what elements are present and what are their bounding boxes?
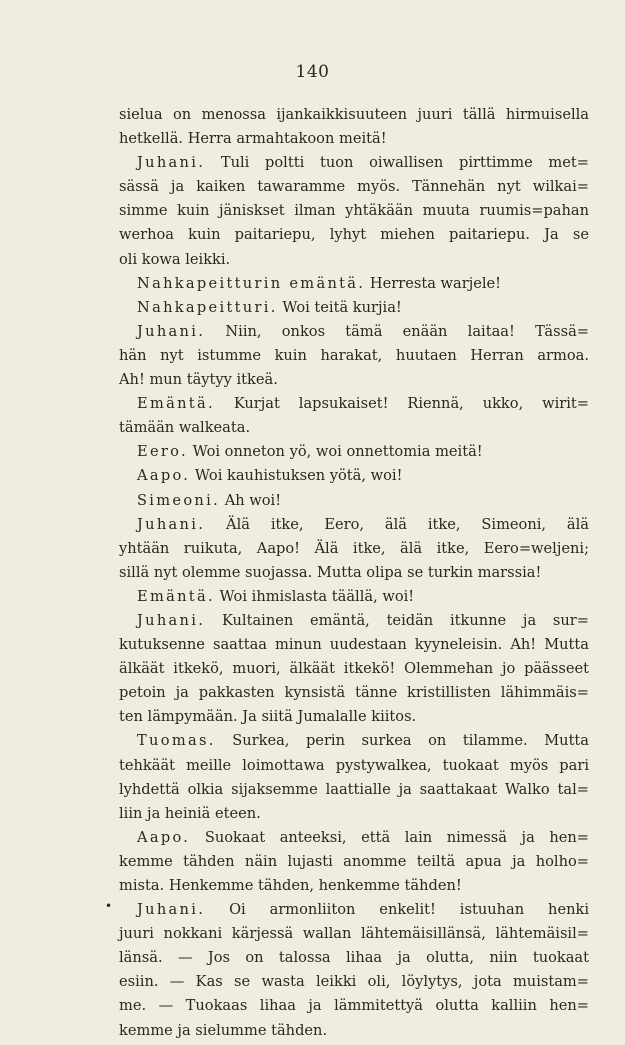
- line-text: Woi onneton yö, woi onnettomia meitä!: [192, 443, 483, 461]
- speaker-name: Emäntä.: [137, 395, 215, 413]
- line-text: Ah woi!: [224, 491, 282, 509]
- speaker-name: Nahkapeitturin emäntä.: [137, 274, 366, 292]
- line-text: werhoa kuin paitariepu, lyhyt miehen paitariepu. Ja se: [119, 226, 589, 244]
- line-text: Ah! mun täytyy itkeä.: [119, 371, 278, 389]
- line-text: älkäät itkekö, muori, älkäät itkekö! Olemmehan jo päässeet: [119, 660, 589, 678]
- speaker-name: Aapo.: [137, 467, 191, 485]
- text-line: [119, 898, 589, 922]
- speaker-name: Juhani.: [137, 322, 206, 340]
- text-line: [119, 633, 589, 657]
- text-line: [119, 946, 589, 970]
- margin-mark: •: [105, 899, 113, 913]
- text-line: [119, 970, 589, 994]
- text-line: [119, 320, 589, 344]
- line-text: simme kuin jäniskset ilman yhtäkään muuta ruumis=pahan: [119, 202, 589, 220]
- speaker-name: Juhani.: [137, 901, 206, 919]
- text-line: [119, 464, 589, 488]
- line-text: liin ja heiniä eteen.: [119, 804, 261, 822]
- line-text: petoin ja pakkasten kynsistä tänne kristillisten lähimmäis=: [119, 684, 589, 702]
- line-text: sielua on menossa ijankaikkisuuteen juuri tällä hirmuisella: [119, 106, 589, 123]
- text-line: [119, 127, 589, 151]
- line-text: tehkäät meille loimottawa pystywalkea, tuokaat myös pari: [119, 756, 589, 774]
- speaker-name: Simeoni.: [137, 491, 221, 509]
- line-text: ten lämpymään. Ja siitä Jumalalle kiitos.: [119, 708, 417, 726]
- text-line: [119, 248, 589, 272]
- line-text: kutuksenne saattaa minun uudestaan kyyneleisin. Ah! Mutta: [119, 636, 589, 654]
- body-text: [119, 103, 589, 1043]
- speaker-name: Juhani.: [137, 515, 206, 533]
- line-text: Niin, onkos tämä enään laitaa! Tässä=: [225, 322, 590, 340]
- text-line: [119, 272, 589, 296]
- line-text: hetkellä. Herra armahtakoon meitä!: [119, 130, 387, 148]
- speaker-name: Juhani.: [137, 154, 206, 172]
- text-line: [119, 826, 589, 850]
- text-line: [119, 344, 589, 368]
- line-text: Tuli poltti tuon oiwallisen pirttimme met=: [220, 154, 589, 172]
- line-text: mista. Henkemme tähden, henkemme tähden!: [119, 877, 462, 894]
- text-line: [119, 874, 589, 898]
- line-text: hän nyt istumme kuin harakat, huutaen Herran armoa.: [119, 346, 589, 364]
- text-line: [119, 681, 589, 705]
- text-line: [119, 175, 589, 199]
- text-line: [119, 392, 589, 416]
- speaker-name: Juhani.: [137, 611, 206, 629]
- line-text: sässä ja kaiken tawaramme myös. Tännehän nyt wilkai=: [119, 178, 589, 196]
- speaker-name: Eero.: [137, 443, 188, 461]
- line-text: Woi ihmislasta täällä, woi!: [219, 587, 415, 605]
- page-number: 140: [295, 62, 330, 82]
- text-line: [119, 561, 589, 585]
- text-line: [119, 994, 589, 1018]
- text-line: [119, 778, 589, 802]
- speaker-name: Aapo.: [137, 828, 191, 846]
- text-line: [119, 199, 589, 223]
- text-line: [119, 585, 589, 609]
- text-line: [119, 705, 589, 729]
- line-text: Woi teitä kurjia!: [282, 298, 402, 316]
- line-text: Kultainen emäntä, teidän itkunne ja sur=: [221, 611, 590, 629]
- speaker-name: Emäntä.: [137, 587, 215, 605]
- text-line: [119, 489, 589, 513]
- line-text: esiin. — Kas se wasta leikki oli, löylytys, jota muistam=: [119, 973, 589, 991]
- speaker-name: Nahkapeitturi.: [137, 298, 278, 316]
- line-text: kemme ja sielumme tähden.: [119, 1021, 328, 1039]
- line-text: länsä. — Jos on talossa lihaa ja olutta, niin tuokaat: [119, 949, 589, 967]
- text-line: [119, 368, 589, 392]
- line-text: Suokaat anteeksi, että lain nimessä ja hen=: [204, 828, 589, 846]
- line-text: Herresta warjele!: [369, 274, 502, 292]
- text-line: [119, 416, 589, 440]
- line-text: tämään walkeata.: [119, 419, 251, 437]
- text-line: [119, 922, 589, 946]
- text-line: [119, 223, 589, 247]
- text-line: [119, 754, 589, 778]
- text-line: [119, 657, 589, 681]
- text-line: [119, 440, 589, 464]
- line-text: me. — Tuokaas lihaa ja lämmitettyä olutta kalliin hen=: [119, 997, 589, 1015]
- line-text: Oi armonliiton enkelit! istuuhan henki: [229, 901, 589, 919]
- line-text: kemme tähden näin lujasti anomme teiltä apua ja holho=: [119, 852, 589, 870]
- line-text: sillä nyt olemme suojassa. Mutta olipa se turkin marssia!: [119, 563, 542, 581]
- line-text: juuri nokkani kärjessä wallan lähtemäisillänsä, lähtemäisil=: [119, 925, 589, 943]
- line-text: lyhdettä olkia sijaksemme laattialle ja saattakaat Walko tal=: [119, 780, 589, 798]
- line-text: Woi kauhistuksen yötä, woi!: [194, 467, 403, 485]
- text-line: [119, 609, 589, 633]
- text-line: [119, 513, 589, 537]
- text-line: [119, 850, 589, 874]
- text-line: [119, 151, 589, 175]
- text-line: [119, 296, 589, 320]
- line-text: Kurjat lapsukaiset! Riennä, ukko, wirit=: [233, 395, 590, 413]
- text-line: [119, 802, 589, 826]
- text-line: [119, 729, 589, 753]
- text-line: [119, 537, 589, 561]
- line-text: Surkea, perin surkea on tilamme. Mutta: [232, 732, 590, 750]
- text-line: [119, 1019, 589, 1043]
- line-text: oli kowa leikki.: [119, 250, 231, 268]
- speaker-name: Tuomas.: [137, 732, 216, 750]
- line-text: Älä itke, Eero, älä itke, Simeoni, älä: [226, 515, 589, 533]
- line-text: yhtään ruikuta, Aapo! Älä itke, älä itke, Eero=weljeni;: [119, 539, 589, 557]
- text-line: [119, 103, 589, 127]
